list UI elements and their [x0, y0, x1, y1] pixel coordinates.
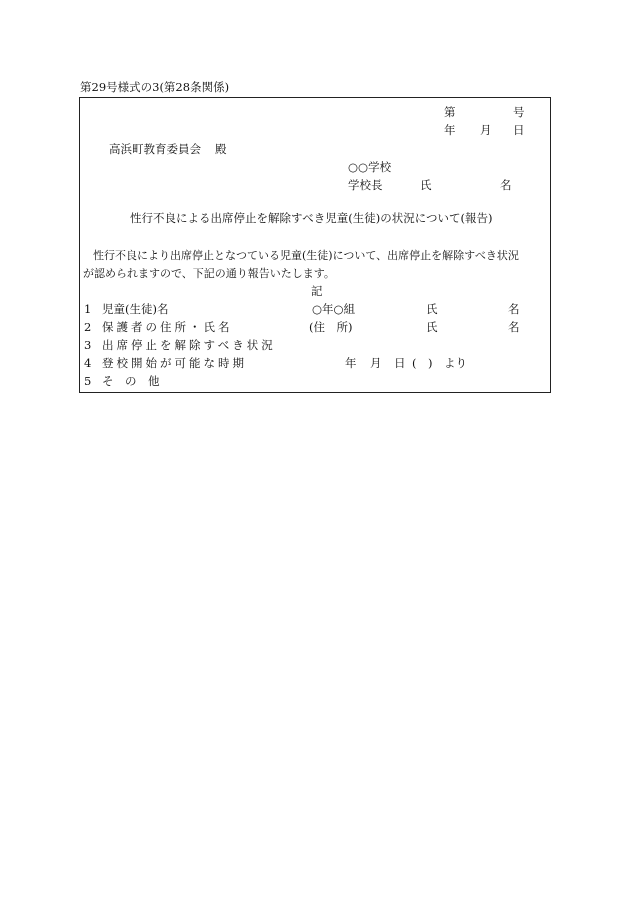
item-shi: 氏: [426, 302, 438, 316]
item-shi: 氏: [426, 320, 438, 334]
item-label: そ の 他: [102, 374, 160, 388]
sender-mei: 名: [500, 178, 512, 192]
sender-school: ○○学校: [348, 160, 392, 174]
sender-shi: 氏: [420, 178, 432, 192]
item-date-day: 日: [394, 356, 406, 370]
doc-date-year: 年: [444, 123, 456, 137]
addressee-honorific: 殿: [215, 142, 227, 156]
body-line-2: が認められますので、下記の通り報告いたします。: [83, 267, 335, 280]
item-number: 1: [84, 302, 92, 316]
item-label: 出席停止を解除すべき状況: [102, 338, 276, 352]
item-address: (住 所): [309, 320, 353, 334]
item-number: 5: [84, 374, 92, 388]
body-line-1: 性行不良により出席停止となつている児童(生徒)について、出席停止を解除すべき状況: [93, 249, 519, 262]
doc-number-go: 号: [513, 105, 525, 119]
form-caption: 第29号様式の3(第28条関係): [80, 80, 230, 94]
item-date-paren: ( ): [412, 356, 433, 370]
addressee-name: 高浜町教育委員会: [109, 142, 201, 156]
ki-heading: 記: [311, 284, 323, 298]
item-date-suffix: より: [444, 356, 467, 370]
item-mei: 名: [508, 320, 520, 334]
item-number: 3: [84, 338, 92, 352]
sender-principal-label: 学校長: [348, 178, 383, 192]
item-label: 登校開始が可能な時期: [102, 356, 247, 370]
item-number: 2: [84, 320, 92, 334]
item-label: 児童(生徒)名: [102, 302, 169, 316]
item-date-year: 年: [345, 356, 357, 370]
doc-number-dai: 第: [444, 105, 456, 119]
item-mei: 名: [508, 302, 520, 316]
report-form-box: [79, 97, 551, 393]
report-title: 性行不良による出席停止を解除すべき児童(生徒)の状況について(報告): [130, 211, 493, 225]
item-class: ○年○組: [312, 302, 356, 316]
item-number: 4: [84, 356, 92, 370]
doc-date-month: 月: [480, 123, 492, 137]
item-label: 保護者の住所・氏名: [102, 320, 233, 334]
item-date-month: 月: [370, 356, 382, 370]
doc-date-day: 日: [513, 123, 525, 137]
